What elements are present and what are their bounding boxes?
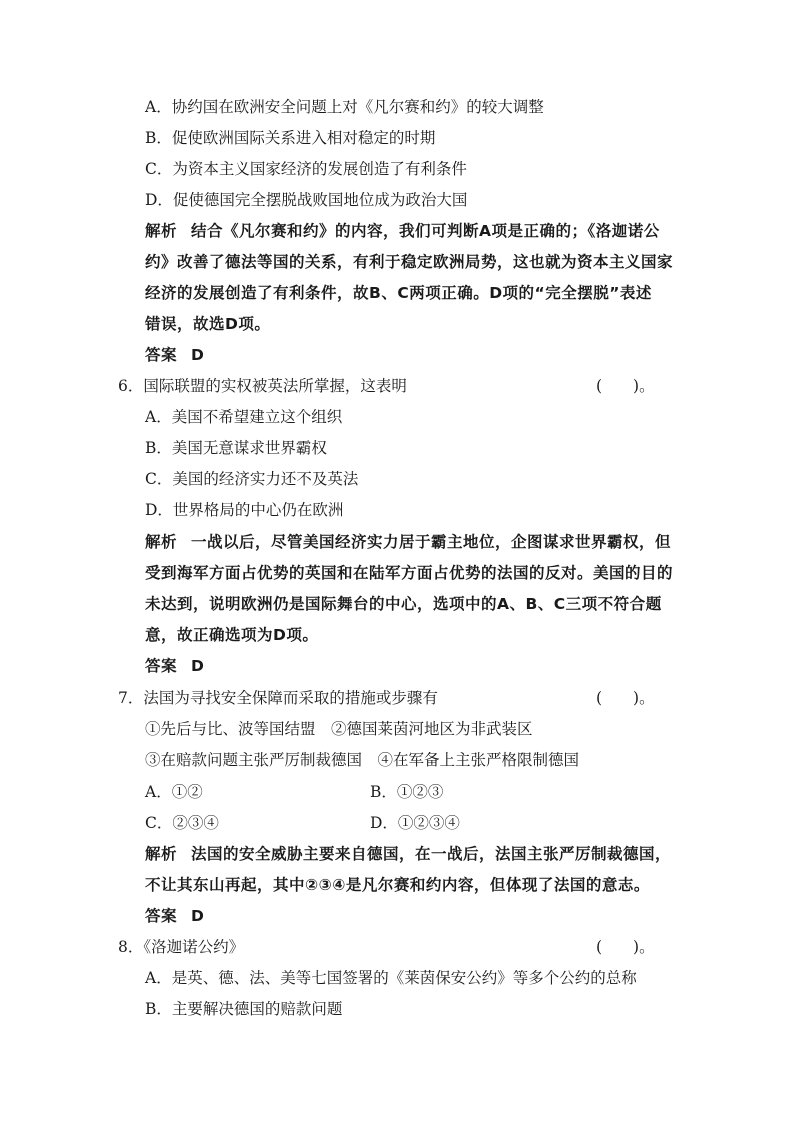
q7-items-line-1: ①先后与比、波等国结盟 ②德国莱茵河地区为非武装区 <box>145 720 533 738</box>
q7-items-line-2: ③在赔款问题主张严厉制裁德国 ④在军备上主张严格限制德国 <box>145 751 580 769</box>
q6-analysis-line-4: 意，故正确选项为D项。 <box>145 626 319 644</box>
q7-answer <box>145 906 204 926</box>
q6-answer <box>145 656 204 676</box>
q7-option-c: C．②③④ <box>145 814 219 832</box>
q5-analysis-text: 结合《凡尔赛和约》的内容，我们可判断A项是正确的；《洛迦诺公 <box>191 222 660 240</box>
q8-option-b: B．主要解决德国的赔款问题 <box>145 1000 343 1018</box>
q5-analysis-line-3: 经济的发展创造了有利条件，故B、C两项正确。D项的“完全摆脱”表述 <box>145 284 652 302</box>
q7-answer-value: D <box>191 907 205 925</box>
q6-analysis-text: 一战以后，尽管美国经济实力居于霸主地位，企图谋求世界霸权，但 <box>191 533 672 551</box>
q6-option-a: A．美国不希望建立这个组织 <box>145 408 343 426</box>
q7-analysis-text: 法国的安全威胁主要来自德国，在一战后，法国主张严厉制裁德国， <box>191 845 672 863</box>
q7-analysis-line-2: 不让其东山再起，其中②③④是凡尔赛和约内容，但体现了法国的意志。 <box>145 876 650 894</box>
q8-option-a: A．是英、德、法、美等七国签署的《莱茵保安公约》等多个公约的总称 <box>145 969 637 987</box>
q5-analysis-line-2: 约》改善了德法等国的关系，有利于稳定欧洲局势，这也就为资本主义国家 <box>145 253 674 271</box>
q6-answer-paren: ( )。 <box>596 377 655 395</box>
q7-option-b: B．①②③ <box>370 783 444 801</box>
q6-stem: 6．国际联盟的实权被英法所掌握，这表明 <box>118 377 407 395</box>
q6-analysis-line-1 <box>145 532 671 552</box>
q5-analysis-line-4: 错误，故选D项。 <box>145 315 271 333</box>
q7-option-d: D．①②③④ <box>370 814 460 832</box>
q6-option-b: B．美国无意谋求世界霸权 <box>145 439 327 457</box>
q5-option-c: C．为资本主义国家经济的发展创造了有利条件 <box>145 160 467 178</box>
q7-analysis-label: 解析 <box>145 845 178 863</box>
q6-analysis-line-3: 未达到，说明欧洲仍是国际舞台的中心，选项中的A、B、C三项不符合题 <box>145 595 662 613</box>
q8-stem: 8．《洛迦诺公约》 <box>118 938 245 956</box>
q5-option-b: B．促使欧洲国际关系进入相对稳定的时期 <box>145 129 436 147</box>
q7-answer-paren: ( )。 <box>596 689 655 707</box>
q7-analysis-line-1 <box>145 844 671 864</box>
q6-analysis-label: 解析 <box>145 533 178 551</box>
q7-stem: 7．法国为寻找安全保障而采取的措施或步骤有 <box>118 689 438 707</box>
q5-analysis-line-1 <box>145 221 660 241</box>
q7-answer-label: 答案 <box>145 907 178 925</box>
q8-answer-paren: ( )。 <box>596 938 655 956</box>
q5-option-a: A．协约国在欧洲安全问题上对《凡尔赛和约》的较大调整 <box>145 98 544 116</box>
q5-analysis-label: 解析 <box>145 222 178 240</box>
q5-answer-label: 答案 <box>145 346 178 364</box>
q5-option-d: D．促使德国完全摆脱战败国地位成为政治大国 <box>145 191 468 209</box>
q6-answer-value: D <box>191 657 205 675</box>
q6-option-d: D．世界格局的中心仍在欧洲 <box>145 501 344 519</box>
q7-option-a: A．①② <box>145 783 203 801</box>
q5-answer-value: D <box>191 346 205 364</box>
q5-answer <box>145 345 204 365</box>
q6-answer-label: 答案 <box>145 657 178 675</box>
q6-option-c: C．美国的经济实力还不及英法 <box>145 470 359 488</box>
q6-analysis-line-2: 受到海军方面占优势的英国和在陆军方面占优势的法国的反对。美国的目的 <box>145 564 674 582</box>
